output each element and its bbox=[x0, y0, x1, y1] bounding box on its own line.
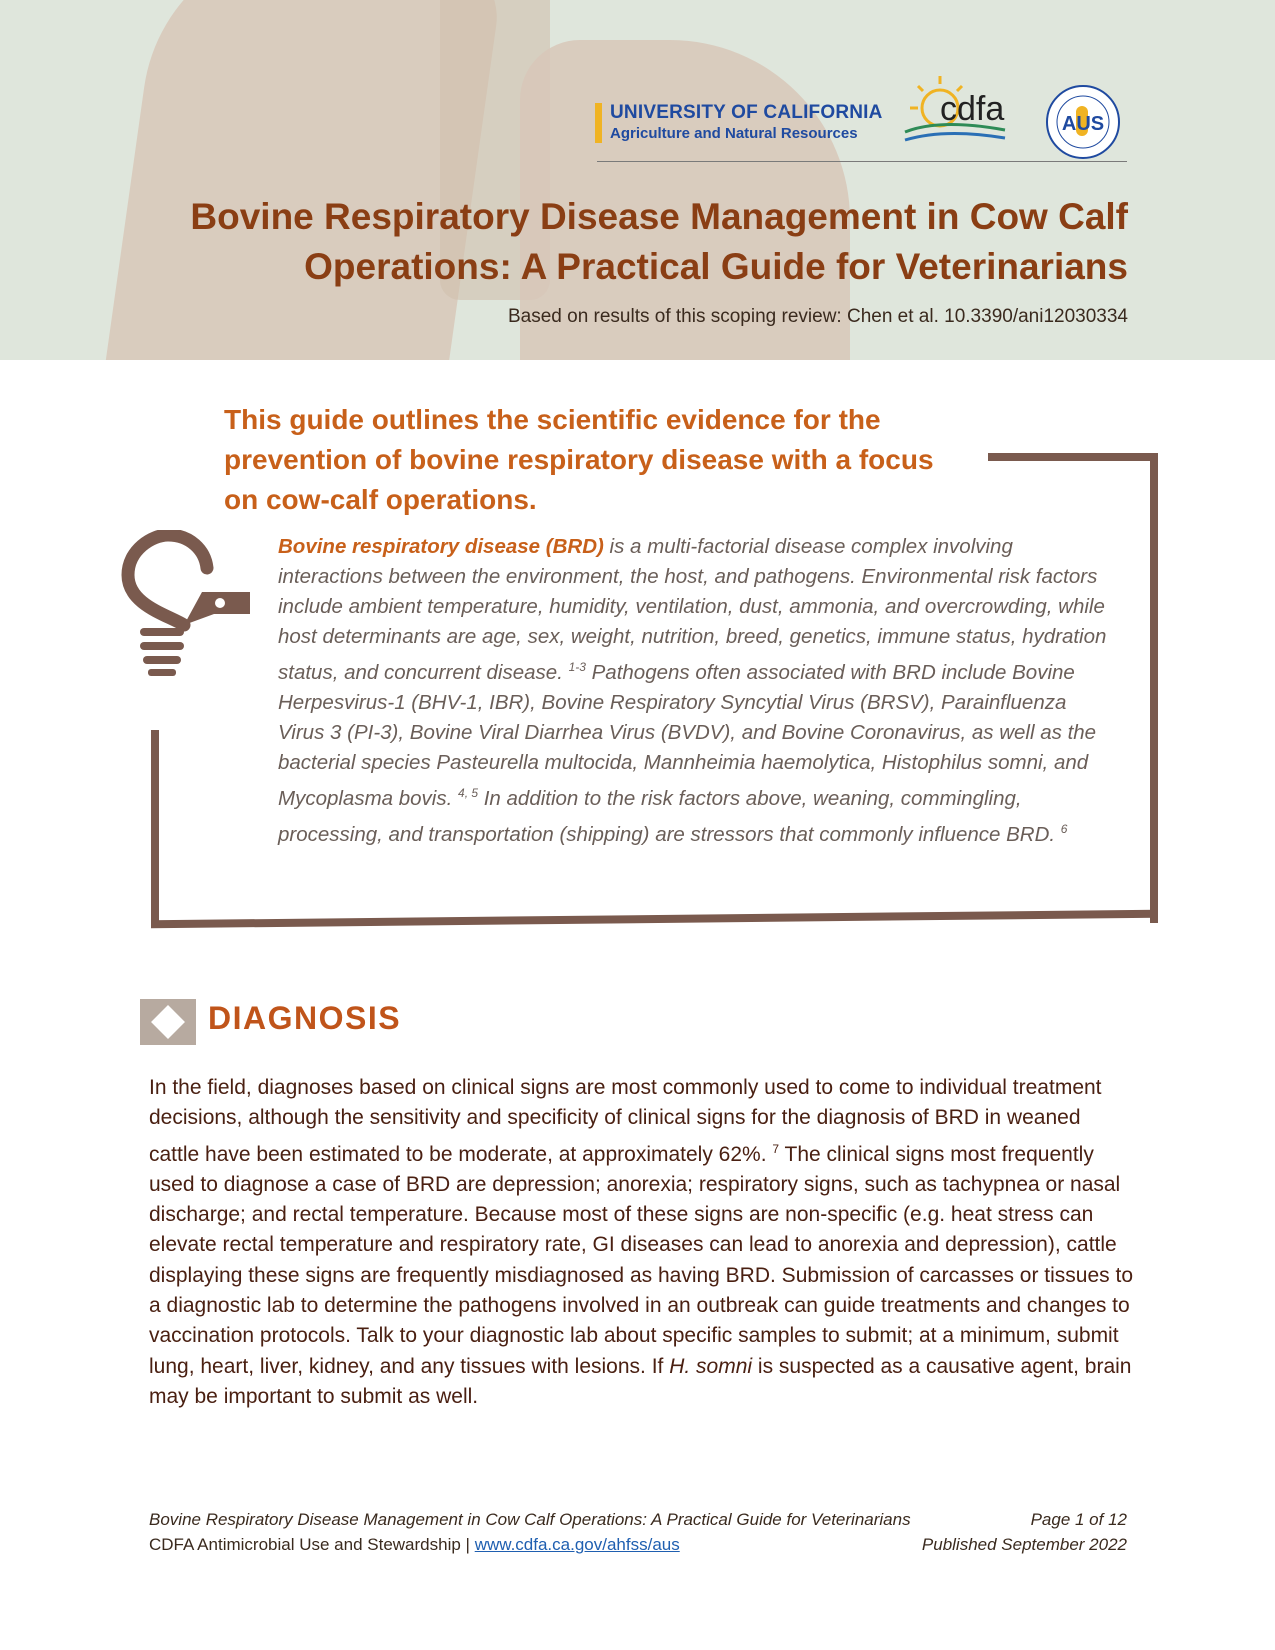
intro-line-3: on cow-calf operations. bbox=[224, 484, 537, 515]
brd-overview-paragraph: Bovine respiratory disease (BRD) is a multi-factorial disease complex involving interactions between the environment, the host, and pathogens. Environmental risk factors include ambient temperature, humidity, ventilation, dust, ammonia, and overcrowding, while host determinants are age, sex, weight, nutrition, breed, genetics, immune status, hydration status, and concurrent disease. $^{1-3}$ Pathogens often associated with BRD include Bovine Herpesvirus-1 (BHV-1, IBR), Bovine Respiratory Syncytial Virus (BRSV), Parainfluenza Virus 3 (PI-3), Bovine Viral Diarrhea Virus (BVDV), and Bovine Coronavirus, as well as the bacterial species Pasteurella multocida, Mannheimia haemolytica, Histophilus somni, and Mycoplasma bovis. $^{4, 5}$ In addition to the risk factors above, weaning, commingling, processing, and transportation (shipping) are stressors that commonly influence BRD. $^6$ bbox=[278, 535, 1107, 846]
page-footer bbox=[149, 1508, 1127, 1558]
brd-term: Bovine respiratory disease (BRD) bbox=[278, 535, 604, 558]
footer-link[interactable]: www.cdfa.ca.gov/ahfss/aus bbox=[474, 1535, 680, 1554]
footer-doc-title: Bovine Respiratory Disease Management in Cow Calf Operations: A Practical Guide for Veterinarians bbox=[149, 1510, 911, 1529]
species-term: H. somni bbox=[669, 1354, 753, 1378]
section-heading-diagnosis: DIAGNOSIS bbox=[208, 1000, 402, 1036]
lightbulb-icon bbox=[110, 530, 270, 680]
header-band bbox=[0, 0, 1275, 360]
logo-row bbox=[590, 70, 1130, 140]
published-date: Published September 2022 bbox=[921, 1535, 1127, 1554]
aus-logo-text: AUS bbox=[1061, 113, 1105, 135]
intro-heading bbox=[224, 400, 964, 520]
footer-org: CDFA Antimicrobial Use and Stewardship | bbox=[149, 1535, 475, 1554]
citation: 6 bbox=[1060, 821, 1068, 836]
callout-frame-left bbox=[151, 730, 159, 922]
intro-line-2: prevention of bovine respiratory disease with a focus bbox=[224, 444, 934, 475]
diamond-icon bbox=[140, 999, 196, 1045]
citation: 4, 5 bbox=[458, 785, 479, 800]
header-divider bbox=[597, 161, 1127, 162]
cdfa-logo: cdfa bbox=[940, 90, 1005, 128]
uc-logo-name: UNIVERSITY OF CALIFORNIA bbox=[610, 102, 883, 123]
citation: 7 bbox=[772, 1141, 780, 1156]
title-line-2: Operations: A Practical Guide for Veterinarians bbox=[304, 246, 1128, 287]
intro-line-1: This guide outlines the scientific evidence for the bbox=[224, 404, 881, 435]
uc-logo-bar bbox=[595, 103, 602, 143]
citation: 1-3 bbox=[568, 660, 586, 674]
page-subtitle: Based on results of this scoping review: Chen et al. 10.3390/ani12030334 bbox=[507, 306, 1128, 327]
callout-frame-right bbox=[1150, 453, 1158, 923]
callout-frame-top bbox=[988, 453, 1158, 461]
aus-seal-icon bbox=[1045, 84, 1121, 160]
page-title bbox=[140, 192, 1128, 292]
title-line-1: Bovine Respiratory Disease Management in Cow Calf bbox=[190, 196, 1128, 237]
diagnosis-paragraph: In the field, diagnoses based on clinical signs are most commonly used to come to individual treatment decisions, although the sensitivity and specificity of clinical signs for the diagnosis of BRD in weaned cattle have been estimated to be moderate, at approximately 62%. $^7$ The clinical signs most frequently used to diagnose a case of BRD are depression; anorexia; respiratory signs, such as tachypnea or nasal discharge; and rectal temperature. Because most of these signs are non-specific (e.g. heat stress can elevate rectal temperature and respiratory rate, GI diseases can lead to anorexia and depression), cattle displaying these signs are frequently misdiagnosed as having BRD. Submission of carcasses or tissues to a diagnostic lab to determine the pathogens involved in an outbreak can guide treatments and changes to vaccination protocols. Talk to your diagnostic lab about specific samples to submit; at a minimum, submit lung, heart, liver, kidney, and any tissues with lesions. If H. somni is suspected as a causative agent, brain may be important to submit as well. bbox=[149, 1076, 1133, 1408]
callout-frame-bottom bbox=[151, 910, 1158, 929]
page-number: Page 1 of 12 bbox=[1030, 1510, 1127, 1529]
uc-logo-division: Agriculture and Natural Resources bbox=[610, 125, 858, 142]
